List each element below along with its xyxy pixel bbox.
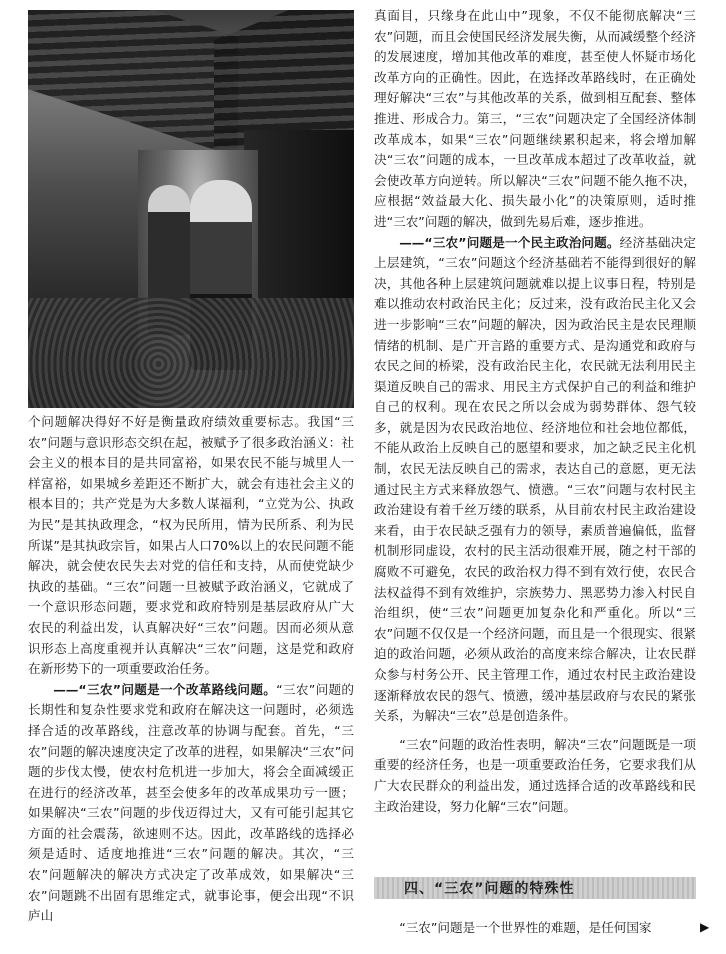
reform-route-body: “三农”问题的长期性和复杂性要求党和政府在解决这一问题时，必须选择合适的改革路线，注意改革的协调与配套。首先，“三农”问题的解决速度决定了改革的进程，如果解决“三农”问题的步伐太慢，使农村危机进一步加大，将会全面减缓正在进行的经济改革，甚至会使多年的改革成果功亏一匮；如果解决“三农”问题的步伐迈得过大，又有可能引起其它方面的社会震荡，欲速则不达。因此，改革路线的选择必须是适时、适度地推进“三农”问题的解决。其次，“三农”问题解决的解决方式决定了改革成效，如果解决“三农”问题跳不出固有思维定式，就事论事，便会出现“不识庐山 bbox=[28, 681, 354, 924]
section-heading: 四、“三农”问题的特殊性 bbox=[404, 881, 575, 897]
right-paragraph-2 bbox=[374, 233, 696, 727]
continued-line bbox=[374, 918, 696, 938]
section-heading-banner bbox=[374, 877, 696, 899]
left-paragraph-2 bbox=[28, 680, 354, 927]
right-column-text bbox=[374, 6, 696, 817]
left-paragraph-1: 个问题解决得好不好是衡量政府绩效重要标志。我国“三农”问题与意识形态交织在起，被赋予了很多政治涵义：社会主义的根本目的是共同富裕，如果农民不能与城里人一样富裕，如果城乡差距还不断扩大，就会有违社会主义的根本目的；共产党是为大多数人谋福利，“立党为公、执政为民”是其执政理念，“权为民所用，情为民所系、利为民所谋”是其执政宗旨，如果占人口70%以上的农民问题不能解决，就会使农民失去对党的信任和支持，从而使党缺少执政的基础。“三农”问题一旦被赋予政治涵义，它就成了一个意识形态问题，要求党和政府特别是基层政府从广大农民的利益出发，认真解决好“三农”问题。因而必须从意识形态上高度重视并认真解决“三农”问题，这是党和政府在新形势下的一项重要政治任务。 bbox=[28, 414, 354, 677]
right-paragraph-1: 真面目，只缘身在此山中”现象，不仅不能彻底解决“三农”问题，而且会使国民经济发展失衡，从而减缓整个经济的发展速度，增加其他改革的难度，甚至使人怀疑市场化改革方向的正确性。因此，在选择改革路线时，在正确处理好解决“三农”与其他改革的关系，做到相互配套、整体推进、形成合力。第三，“三农”问题决定了全国经济体制改革成本，如果“三农”问题继续累积起来，将会增加解决“三农”问题的成本，一旦改革成本超过了改革收益，就会使改革方向逆转。所以解决“三农”问题不能久拖不决，应根据“效益最大化、损失最小化”的决策原则，适时推进“三农”问题的解决，做到先易后难，逐步推进。 bbox=[374, 8, 696, 229]
democratic-politics-body: 经济基础决定上层建筑，“三农”问题这个经济基础若不能得到很好的解决，其他各种上层建筑问题就难以提上议事日程，特别是难以推动农村政治民主化；反过来，没有政治民主化又会进一步影响“三农”问题的解决，因为政治民主是农民理顺情绪的机制、是广开言路的重要方式、是沟通党和政府与农民之间的桥梁，没有政治民主化，农民就无法利用民主渠道反映自己的需求、用民主方式保护自己的利益和维护自己的权利。现在农民之所以会成为弱势群体、怨气较多，就是因为农民政治地位、经济地位和社会地位都低，不能从政治上反映自己的愿望和要求，加之缺乏民主化机制，农民无法反映自己的需求，表达自己的意愿，更无法通过民主方式来释放怨气、愤懑。“三农”问题与农村民主政治建设有着千丝万缕的联系，从目前农村民主政治建设来看，由于农民缺乏强有力的领导，素质普遍偏低，监督机制形同虚设，农村的民主活动很难开展，随之村干部的腐败不可避免，农民的政治权力得不到有效行使，农民合法权益得不到有效维护，宗族势力、黑恶势力渗入村民自治组织，使“三农”问题更加复杂化和严重化。所以“三农”问题不仅仅是一个经济问题，而且是一个很现实、很紧迫的政治问题，必须从政治的高度来综合解决，让农民群众参与村务公开、民主管理工作，通过农村民主政治建设逐渐释放农民的怨气、愤懑，缓冲基层政府与农民的紧张关系，为解决“三农”总是创造条件。 bbox=[374, 234, 696, 724]
heading-reform-route: ——“三农”问题是一个改革路线问题。 bbox=[53, 681, 277, 697]
heading-democratic-politics: ——“三农”问题是一个民主政治问题。 bbox=[399, 234, 620, 250]
street-photo bbox=[28, 10, 354, 408]
right-paragraph-3: “三农”问题的政治性表明，解决“三农”问题既是一项重要的经济任务，也是一项重要政治任务，它要求我们从广大农民群众的利益出发，通过选择合适的改革路线和民主政治建设，努力化解“三农”问题。 bbox=[374, 736, 696, 814]
continued-text: “三农”问题是一个世界性的难题，是任何国家 bbox=[399, 920, 652, 935]
left-column-text bbox=[28, 412, 354, 927]
continue-arrow-icon: ▶ bbox=[700, 920, 710, 934]
